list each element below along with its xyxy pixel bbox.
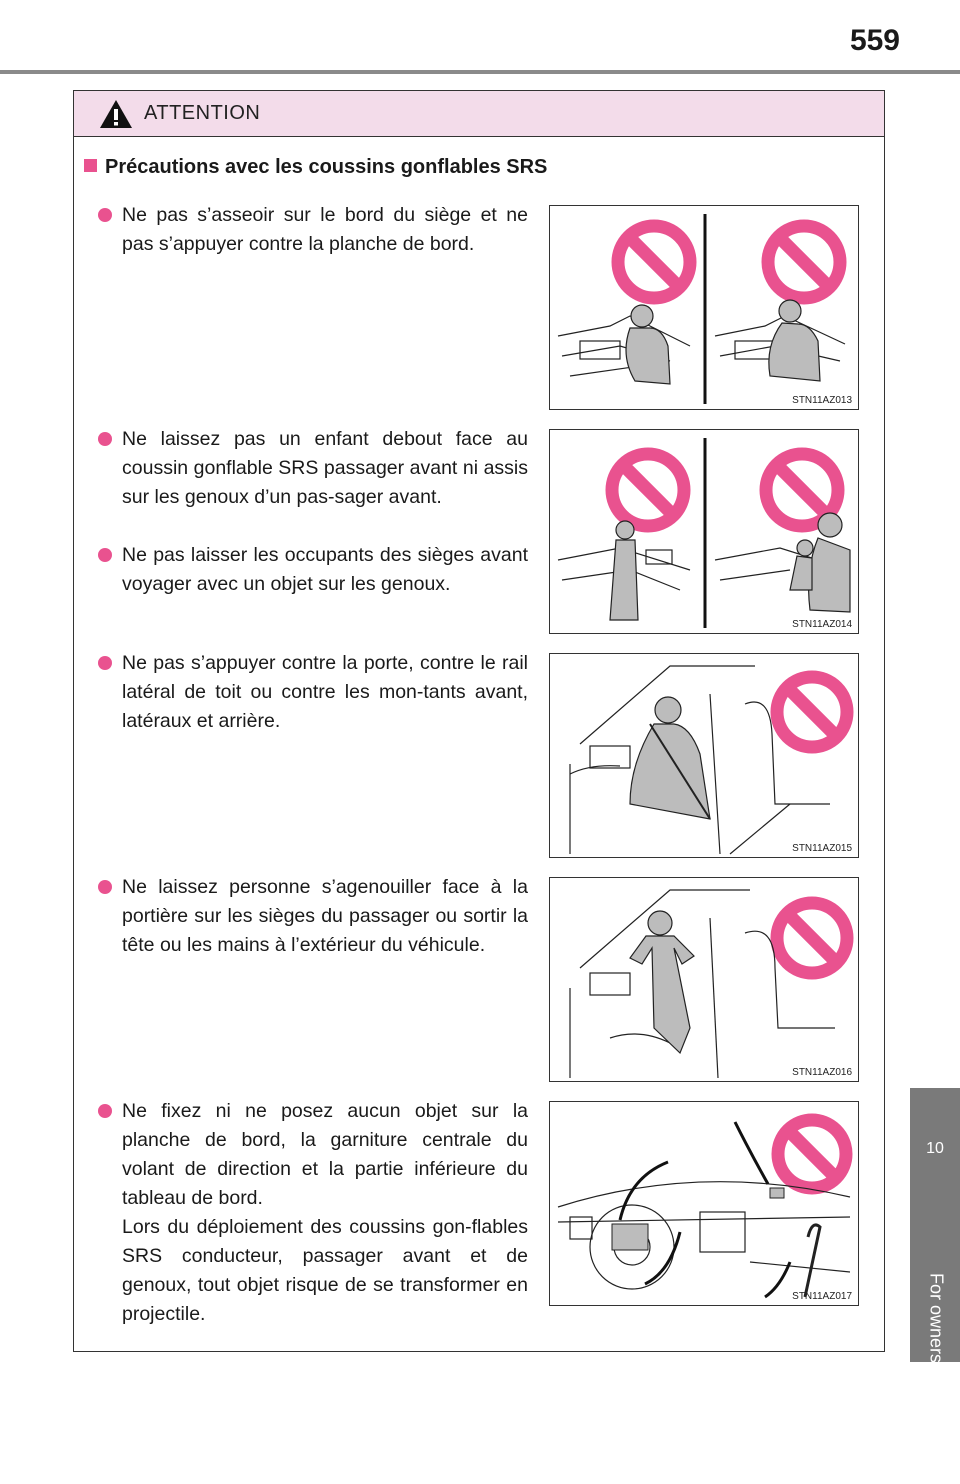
prohibited-icon bbox=[778, 1120, 846, 1188]
illustration-lean-dashboard bbox=[549, 205, 859, 410]
section-heading-text: Précautions avec les coussins gonflables SRS bbox=[105, 156, 548, 178]
illustration-kneel-door bbox=[549, 877, 859, 1082]
illustration-code: STN11AZ014 bbox=[792, 619, 852, 630]
prohibited-icon bbox=[768, 226, 840, 298]
prohibited-objects-scene bbox=[550, 1102, 860, 1307]
illustration-code: STN11AZ013 bbox=[792, 395, 852, 406]
bullet-icon bbox=[98, 880, 112, 894]
list-item bbox=[98, 1097, 528, 1329]
chapter-number: 10 bbox=[926, 1140, 944, 1157]
square-bullet-icon bbox=[84, 159, 97, 172]
illustration-code: STN11AZ017 bbox=[792, 1291, 852, 1302]
list-item bbox=[98, 649, 528, 736]
illustration-child-passenger bbox=[549, 429, 859, 634]
prohibited-door-scene bbox=[550, 654, 860, 859]
page-number: 559 bbox=[849, 24, 900, 57]
list-item bbox=[98, 541, 528, 599]
illustration-lean-door bbox=[549, 653, 859, 858]
chapter-label: For owners bbox=[926, 1272, 947, 1364]
bullet-icon bbox=[98, 548, 112, 562]
prohibited-child-scene bbox=[550, 430, 860, 635]
header-rule bbox=[0, 70, 960, 74]
list-item-text: Ne pas s’asseoir sur le bord du siège et ne pas s’appuyer contre la planche de bord. bbox=[122, 204, 528, 255]
bullet-icon bbox=[98, 656, 112, 670]
list-item-text: Ne pas laisser les occupants des sièges avant voyager avec un objet sur les genoux. bbox=[122, 544, 528, 595]
bullet-icon bbox=[98, 432, 112, 446]
chapter-label-wrap bbox=[916, 1272, 956, 1364]
prohibited-icon bbox=[777, 903, 847, 973]
bullet-icon bbox=[98, 208, 112, 222]
prohibited-kneel-scene bbox=[550, 878, 860, 1083]
prohibited-dashboard-scene bbox=[550, 206, 860, 411]
list-item-text-continued: Lors du déploiement des coussins gon-flables SRS conducteur, passager avant et de genoux, tout objet risque de se transformer en projectile. bbox=[122, 1216, 528, 1325]
bullet-icon bbox=[98, 1104, 112, 1118]
prohibited-icon bbox=[612, 454, 684, 526]
list-item bbox=[98, 873, 528, 960]
attention-title: ATTENTION bbox=[144, 102, 261, 124]
section-heading bbox=[84, 156, 547, 179]
attention-box bbox=[73, 90, 885, 1352]
prohibited-icon bbox=[777, 677, 847, 747]
prohibited-icon bbox=[618, 226, 690, 298]
illustration-code: STN11AZ015 bbox=[792, 843, 852, 854]
illustration-code: STN11AZ016 bbox=[792, 1067, 852, 1078]
illustration-dashboard-objects bbox=[549, 1101, 859, 1306]
list-item-text: Ne laissez personne s’agenouiller face à la portière sur les sièges du passager ou sortir la tête ou les mains à l’extérieur du véhicule. bbox=[122, 876, 528, 956]
list-item bbox=[98, 425, 528, 512]
warning-icon bbox=[98, 98, 134, 130]
list-item-text: Ne laissez pas un enfant debout face au coussin gonflable SRS passager avant ni assis sur les genoux d’un pas-sager avant. bbox=[122, 428, 528, 508]
attention-header bbox=[74, 91, 884, 137]
list-item bbox=[98, 201, 528, 259]
list-item-text: Ne pas s’appuyer contre la porte, contre le rail latéral de toit ou contre les mon-tants avant, latéraux et arrière. bbox=[122, 652, 528, 732]
list-item-text: Ne fixez ni ne posez aucun objet sur la planche de bord, la garniture centrale du volant de direction et la partie inférieure du tableau de bord. bbox=[122, 1100, 528, 1209]
